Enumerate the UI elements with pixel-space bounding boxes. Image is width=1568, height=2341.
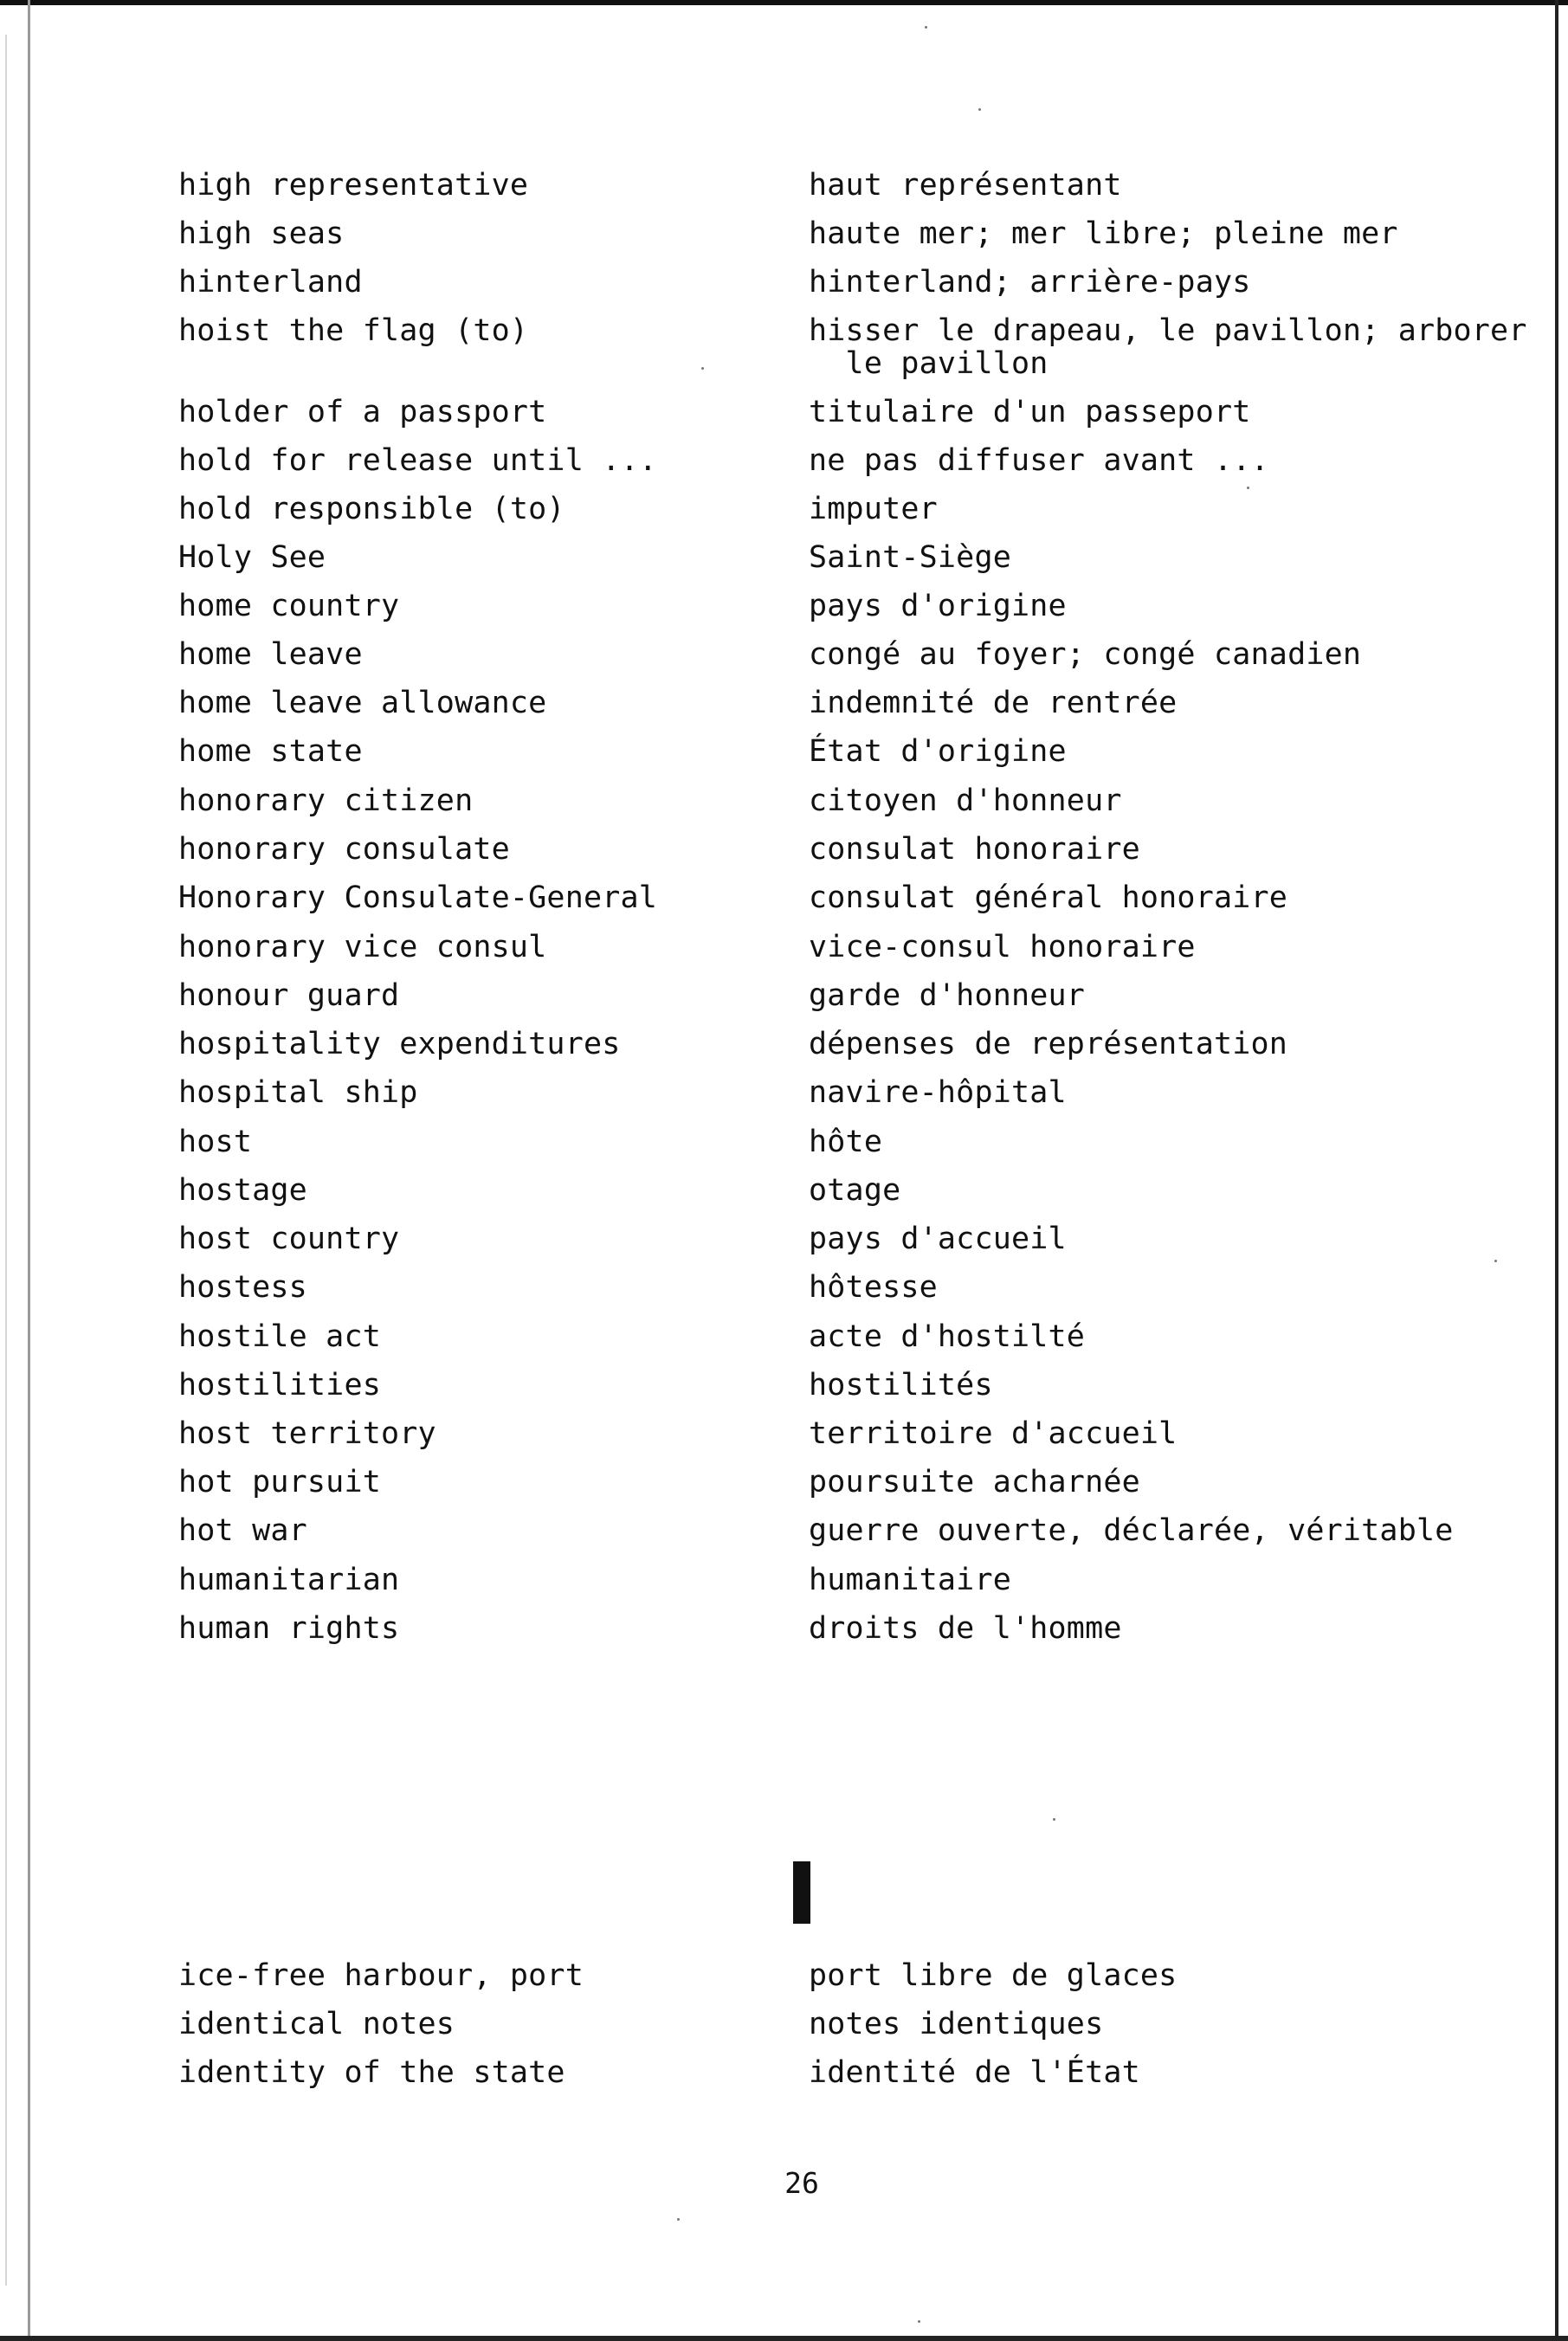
- french-term: haut représentant: [809, 168, 1122, 203]
- french-term: territoire d'accueil: [809, 1416, 1178, 1451]
- english-term: hostilities: [178, 1368, 381, 1403]
- english-term: hold responsible (to): [178, 492, 565, 526]
- french-term: consulat honoraire: [809, 832, 1140, 867]
- scan-speck: [677, 2218, 680, 2221]
- english-term: host territory: [178, 1416, 436, 1451]
- english-term: hoist the flag (to): [178, 313, 529, 348]
- english-term: home country: [178, 589, 400, 623]
- english-term: honorary consulate: [178, 832, 510, 867]
- french-term: indemnité de rentrée: [809, 686, 1178, 720]
- english-term: identity of the state: [178, 2055, 565, 2090]
- french-term: pays d'accueil: [809, 1222, 1067, 1256]
- scan-speck: [918, 2320, 920, 2323]
- english-term: human rights: [178, 1611, 400, 1646]
- english-term: honorary citizen: [178, 784, 474, 818]
- french-term: consulat général honoraire: [809, 880, 1288, 915]
- scan-speck: [1247, 487, 1249, 489]
- french-term: otage: [809, 1173, 901, 1208]
- english-term: hinterland: [178, 265, 363, 300]
- page-number: 26: [784, 2166, 819, 2200]
- english-term: Honorary Consulate-General: [178, 880, 658, 915]
- french-term: congé au foyer; congé canadien: [809, 637, 1362, 672]
- english-term: hospital ship: [178, 1075, 418, 1110]
- scan-speck: [701, 367, 704, 370]
- french-term: garde d'honneur: [809, 978, 1086, 1013]
- english-term: honour guard: [178, 978, 400, 1013]
- english-term: Holy See: [178, 540, 326, 575]
- french-term: titulaire d'un passeport: [809, 395, 1251, 429]
- english-term: host: [178, 1125, 253, 1159]
- english-term: humanitarian: [178, 1563, 400, 1597]
- page-edge-bottom: [0, 2336, 1568, 2341]
- french-term: hinterland; arrière-pays: [809, 265, 1251, 300]
- scan-speck: [925, 26, 927, 29]
- french-term: pays d'origine: [809, 589, 1067, 623]
- english-term: identical notes: [178, 2007, 455, 2041]
- french-term: ne pas diffuser avant ...: [809, 443, 1269, 478]
- page-edge-right: [1555, 0, 1558, 2341]
- english-term: home leave allowance: [178, 686, 547, 720]
- english-term: hot pursuit: [178, 1465, 381, 1499]
- french-term: port libre de glaces: [809, 1958, 1178, 1993]
- english-term: hostess: [178, 1270, 307, 1305]
- french-term: citoyen d'honneur: [809, 784, 1122, 818]
- french-term: haute mer; mer libre; pleine mer: [809, 216, 1398, 251]
- french-term: hôtesse: [809, 1270, 938, 1305]
- english-term: hold for release until ...: [178, 443, 658, 478]
- french-term: imputer: [809, 492, 938, 526]
- english-term: hospitality expenditures: [178, 1027, 621, 1061]
- english-term: high representative: [178, 168, 529, 203]
- french-term: hostilités: [809, 1368, 993, 1403]
- scan-speck: [1494, 1260, 1497, 1262]
- page-edge-shadow: [5, 35, 7, 2286]
- french-term: dépenses de représentation: [809, 1027, 1288, 1061]
- french-term: vice-consul honoraire: [809, 930, 1196, 964]
- english-term: holder of a passport: [178, 395, 547, 429]
- scan-speck: [1053, 1818, 1055, 1821]
- english-term: hostile act: [178, 1319, 381, 1354]
- english-term: host country: [178, 1222, 400, 1256]
- page-edge-top: [0, 0, 1568, 5]
- french-term: poursuite acharnée: [809, 1465, 1140, 1499]
- french-term: acte d'hostilté: [809, 1319, 1086, 1354]
- english-term: hot war: [178, 1513, 307, 1548]
- section-letter-i: [793, 1861, 810, 1924]
- english-term: high seas: [178, 216, 345, 251]
- french-term: identité de l'État: [809, 2055, 1140, 2090]
- english-term: hostage: [178, 1173, 307, 1208]
- french-term: hisser le drapeau, le pavillon; arborer le pavillon: [809, 313, 1527, 381]
- page-edge-left: [28, 0, 30, 2341]
- french-term: humanitaire: [809, 1563, 1011, 1597]
- french-term: droits de l'homme: [809, 1611, 1122, 1646]
- english-term: home leave: [178, 637, 363, 672]
- english-term: honorary vice consul: [178, 930, 547, 964]
- french-term: État d'origine: [809, 734, 1067, 769]
- english-term: home state: [178, 734, 363, 769]
- french-term: navire-hôpital: [809, 1075, 1067, 1110]
- french-term: guerre ouverte, déclarée, véritable: [809, 1513, 1454, 1548]
- english-term: ice-free harbour, port: [178, 1958, 584, 1993]
- french-term: hôte: [809, 1125, 883, 1159]
- french-term: notes identiques: [809, 2007, 1104, 2041]
- scan-speck: [978, 108, 981, 111]
- french-term: Saint-Siège: [809, 540, 1011, 575]
